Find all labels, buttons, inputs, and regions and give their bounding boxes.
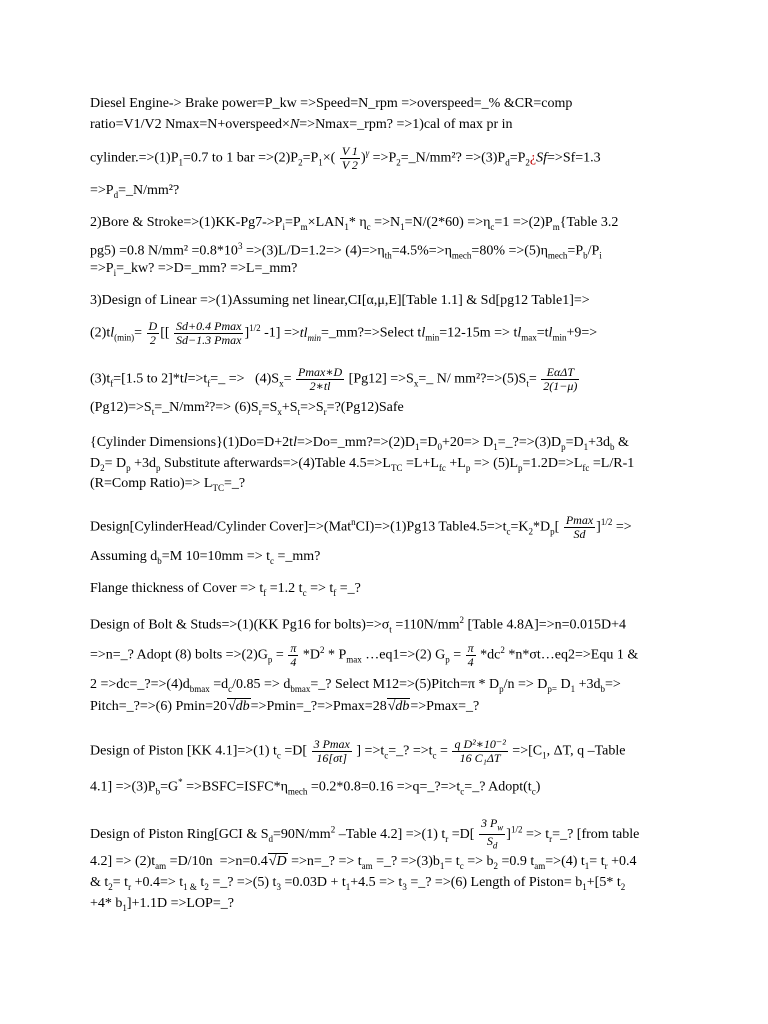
text-line: $=>P_d=\_N$/mm²? bbox=[90, 183, 180, 200]
fraction-thermal-stress: $\frac{\text{EαΔT}}{2(1-\mu)}$ bbox=[543, 365, 578, 393]
text-line: +4* $b_1]+1.1D$ =>LOP=_? bbox=[90, 896, 234, 913]
text-line: $cylinder.=>(1)P_1=0.7$ to 1 bar $=>(2)P_2=P_1\times$( $\frac{V 1}{V 2}$ )$^\gamma =>P_2=\_N$/mm²? $=>(3)P_d=P_2¿Sf=>Sf=1.3$ bbox=[90, 143, 601, 172]
text-line: Diesel Engine-> Brake power=P_kw =>Speed=N_rpm =>overspeed=_% &CR=comp bbox=[90, 96, 573, 111]
fraction-d-2: $\frac{D}{2}$ bbox=[148, 318, 158, 347]
fraction-3pmax: $\frac{3 Pmax}{16[\sigma t]}$ bbox=[313, 737, 350, 765]
text-line: ratio=V1/V2 Nmax=N+overspeed×N=>Nmax=_rpm? =>1)cal of max pr in bbox=[90, 117, 513, 132]
fraction-pmax-d: $\frac{Pmax∗D}{2∗tl}$ bbox=[298, 365, 343, 393]
text-line: =>n=_? Adopt (8) bolts $=>(2)G_p$ = $\frac{\pi}{4}$ $*D^2 * P_{max}$ …eq1=>(2) $G_p$ = $\frac{\pi}{4}$ $*dc^2$ *n*σt…eq2=>Equ 1 & bbox=[90, 640, 639, 669]
text-line: Design of Bolt & Studs=>(1)(KK Pg16 for $bolts)=>\sigma_t =110N/mm^2$ [Table 4.8A]=>n=0.015D+4 bbox=[90, 615, 626, 635]
text-line: $=>P_i=\_kw$? =>D=_mm? =>L=_mm? bbox=[90, 261, 298, 278]
text-line: & $t_2= t_r +0.4=> t_{1 \&}$ $t_2$ =_? =>(5) $t_3 =0.03D + t_1+4.5 => t_3$ =_? =>(6) Length of Piston= $b_1+[5*$ $t_2$ bbox=[90, 875, 626, 892]
fraction-qd2: $\frac{\text{q D²∗10⁻²}}{\text{16 C₁ΔT}}$ bbox=[454, 737, 506, 765]
text-line: Flange thickness of Cover => $t_f =1.2$ $t_c => t_f$ =_? bbox=[90, 581, 361, 598]
text-line: 2)Bore & $Stroke=>(1)KK-Pg7->P_i=P_m\times LAN_1*$ $\eta_c =>N_1=N/(2*60) =>\eta_c=1$ $=>(2)P_m\{Table$ 3.2 bbox=[90, 215, 619, 232]
fraction-v1-v2: $\frac{V 1}{V 2}$ bbox=[341, 143, 358, 172]
text-line: Design of Piston [KK 4.1]=>(1) $t_c =D$[ $\frac{3 Pmax}{16[\sigma t]}$ ] $=>t_c=\_$? $=>t_c$ = $\frac{\text{q D²∗10⁻²}}{\text{16 C₁ΔT}}$ $=>[C_1$, ΔT, q –Table bbox=[90, 737, 626, 765]
text-line: $4.1] =>(3)P_b=G^*$ $=>BSFC=ISFC*\eta_{mech} =0.2*0.8=0.16$ $=>q=\_?=>t_c=\_$? $Adopt(t_c)$ bbox=[90, 777, 541, 797]
text-line: pg5) =0.8 $N/mm^2 =0.8*10^3 =>(3)L/D=1.2=> (4)=>\eta_{th}=4.5\%=>\eta_{mech}=80\% =>(5)\eta_{mech}=P_b/P_i$ bbox=[90, 241, 602, 261]
text-line: Assuming $d_b=M$ $10=10mm => t_c$ =_mm? bbox=[90, 549, 321, 566]
text-line: (R=Comp Ratio)=> $L_{TC}=\_$? bbox=[90, 476, 246, 493]
text-line: $4.2] => (2)t_{am} =D/10n =>n=0.4√D$ =>n=_? => $t_{am}$ =_? $=>(3)b_1= t_c => b_2 =0.9$ $t_{am}=>(4)$ $t_1= t_r +0.4$ bbox=[90, 854, 637, 871]
text-line: $2 =>dc=\_?=>(4)d_{bmax} =d_c/0.85$ => $d_{bmax}=\_$? Select M12=>(5)Pitch=π * $D_p/n => D_{p=}$ $D_1 +3d_b=>$ bbox=[90, 677, 621, 694]
text-line: $(2)tl_{(min)}=$ $\frac{D}{2}$ [[ $\frac{Sd+0.4 Pmax}{Sd-1.3 Pmax}$ ]$^{1/2}$ $-1] =>tl_{min}=\_mm?=>Select$ $tl_{min}=12-15m => tl_{max}=tl_{min}+9=>$ bbox=[90, 318, 598, 347]
text-line: $D_2= D_p +3d_p$ Substitute afterwards=>(4)Table $4.5=>L_{TC} =L+L_{fc} +L_p => (5)L_p=1.2D=>L_{fc} =L/R-1$ bbox=[90, 456, 635, 473]
text-line: $(3)t_f=[1.5$ to $2]*tl=>t_f=\_ => (4)S_x=$ $\frac{Pmax∗D}{2∗tl}$ $[Pg12] =>S_x=\_$ N/ $mm^2?=>(5)S_t=$ $\frac{\text{EαΔT}}{2(1-\mu)}$ bbox=[90, 365, 578, 393]
text-line: 3)Design of Linear =>(1)Assuming net linear,CI[α,μ,E][Table 1.1] & Sd[pg12 Table1]=> bbox=[90, 293, 590, 308]
text-line: Design[CylinderHead/Cylinder Cover]=>(Mat$^n$CI)=>(1)Pg13 $Table4.5=>t_c=K_2*D_p$[ $\frac{Pmax}{Sd}$ ]$^{1/2}$ => bbox=[90, 512, 632, 541]
fraction-pi-4: $\frac{\pi}{4}$ bbox=[467, 640, 474, 669]
text-line: {Cylinder $Dimensions\}(1)Do=D+2tl=>Do=\_mm?=>(2)D_1=D_0+20=>$ $D_1=\_?=>(3)D_p=D_1+3d_b$ & bbox=[90, 435, 629, 452]
text-line: $(Pg12)=>S_t=\_N/mm^2?=>$ $(6)S_r=S_x+S_t=>S_r=?(Pg12)Safe$ bbox=[90, 400, 404, 417]
fraction-3pw-sd: $\frac{3 P_w}{S_d}$ bbox=[480, 816, 504, 851]
fraction-pi-4: $\frac{\pi}{4}$ bbox=[290, 640, 297, 669]
fraction-sd-pmax: $\frac{Sd+0.4 Pmax}{Sd-1.3 Pmax}$ bbox=[176, 318, 242, 347]
fraction-pmax-sd: $\frac{Pmax}{Sd}$ bbox=[565, 512, 594, 541]
text-line: Pitch=_?=>(6) Pmin=20√db=>Pmin=_?=>Pmax=28√db=>Pmax=_? bbox=[90, 699, 480, 714]
text-line: Design of Piston Ring[GCI & $S_d=90N/mm^2$ –Table 4.2] =>(1) $t_r =D$[ $\frac{3 P_w}{S_d}$ ]$^{1/2} => t_r=\_$? [from table bbox=[90, 816, 640, 851]
